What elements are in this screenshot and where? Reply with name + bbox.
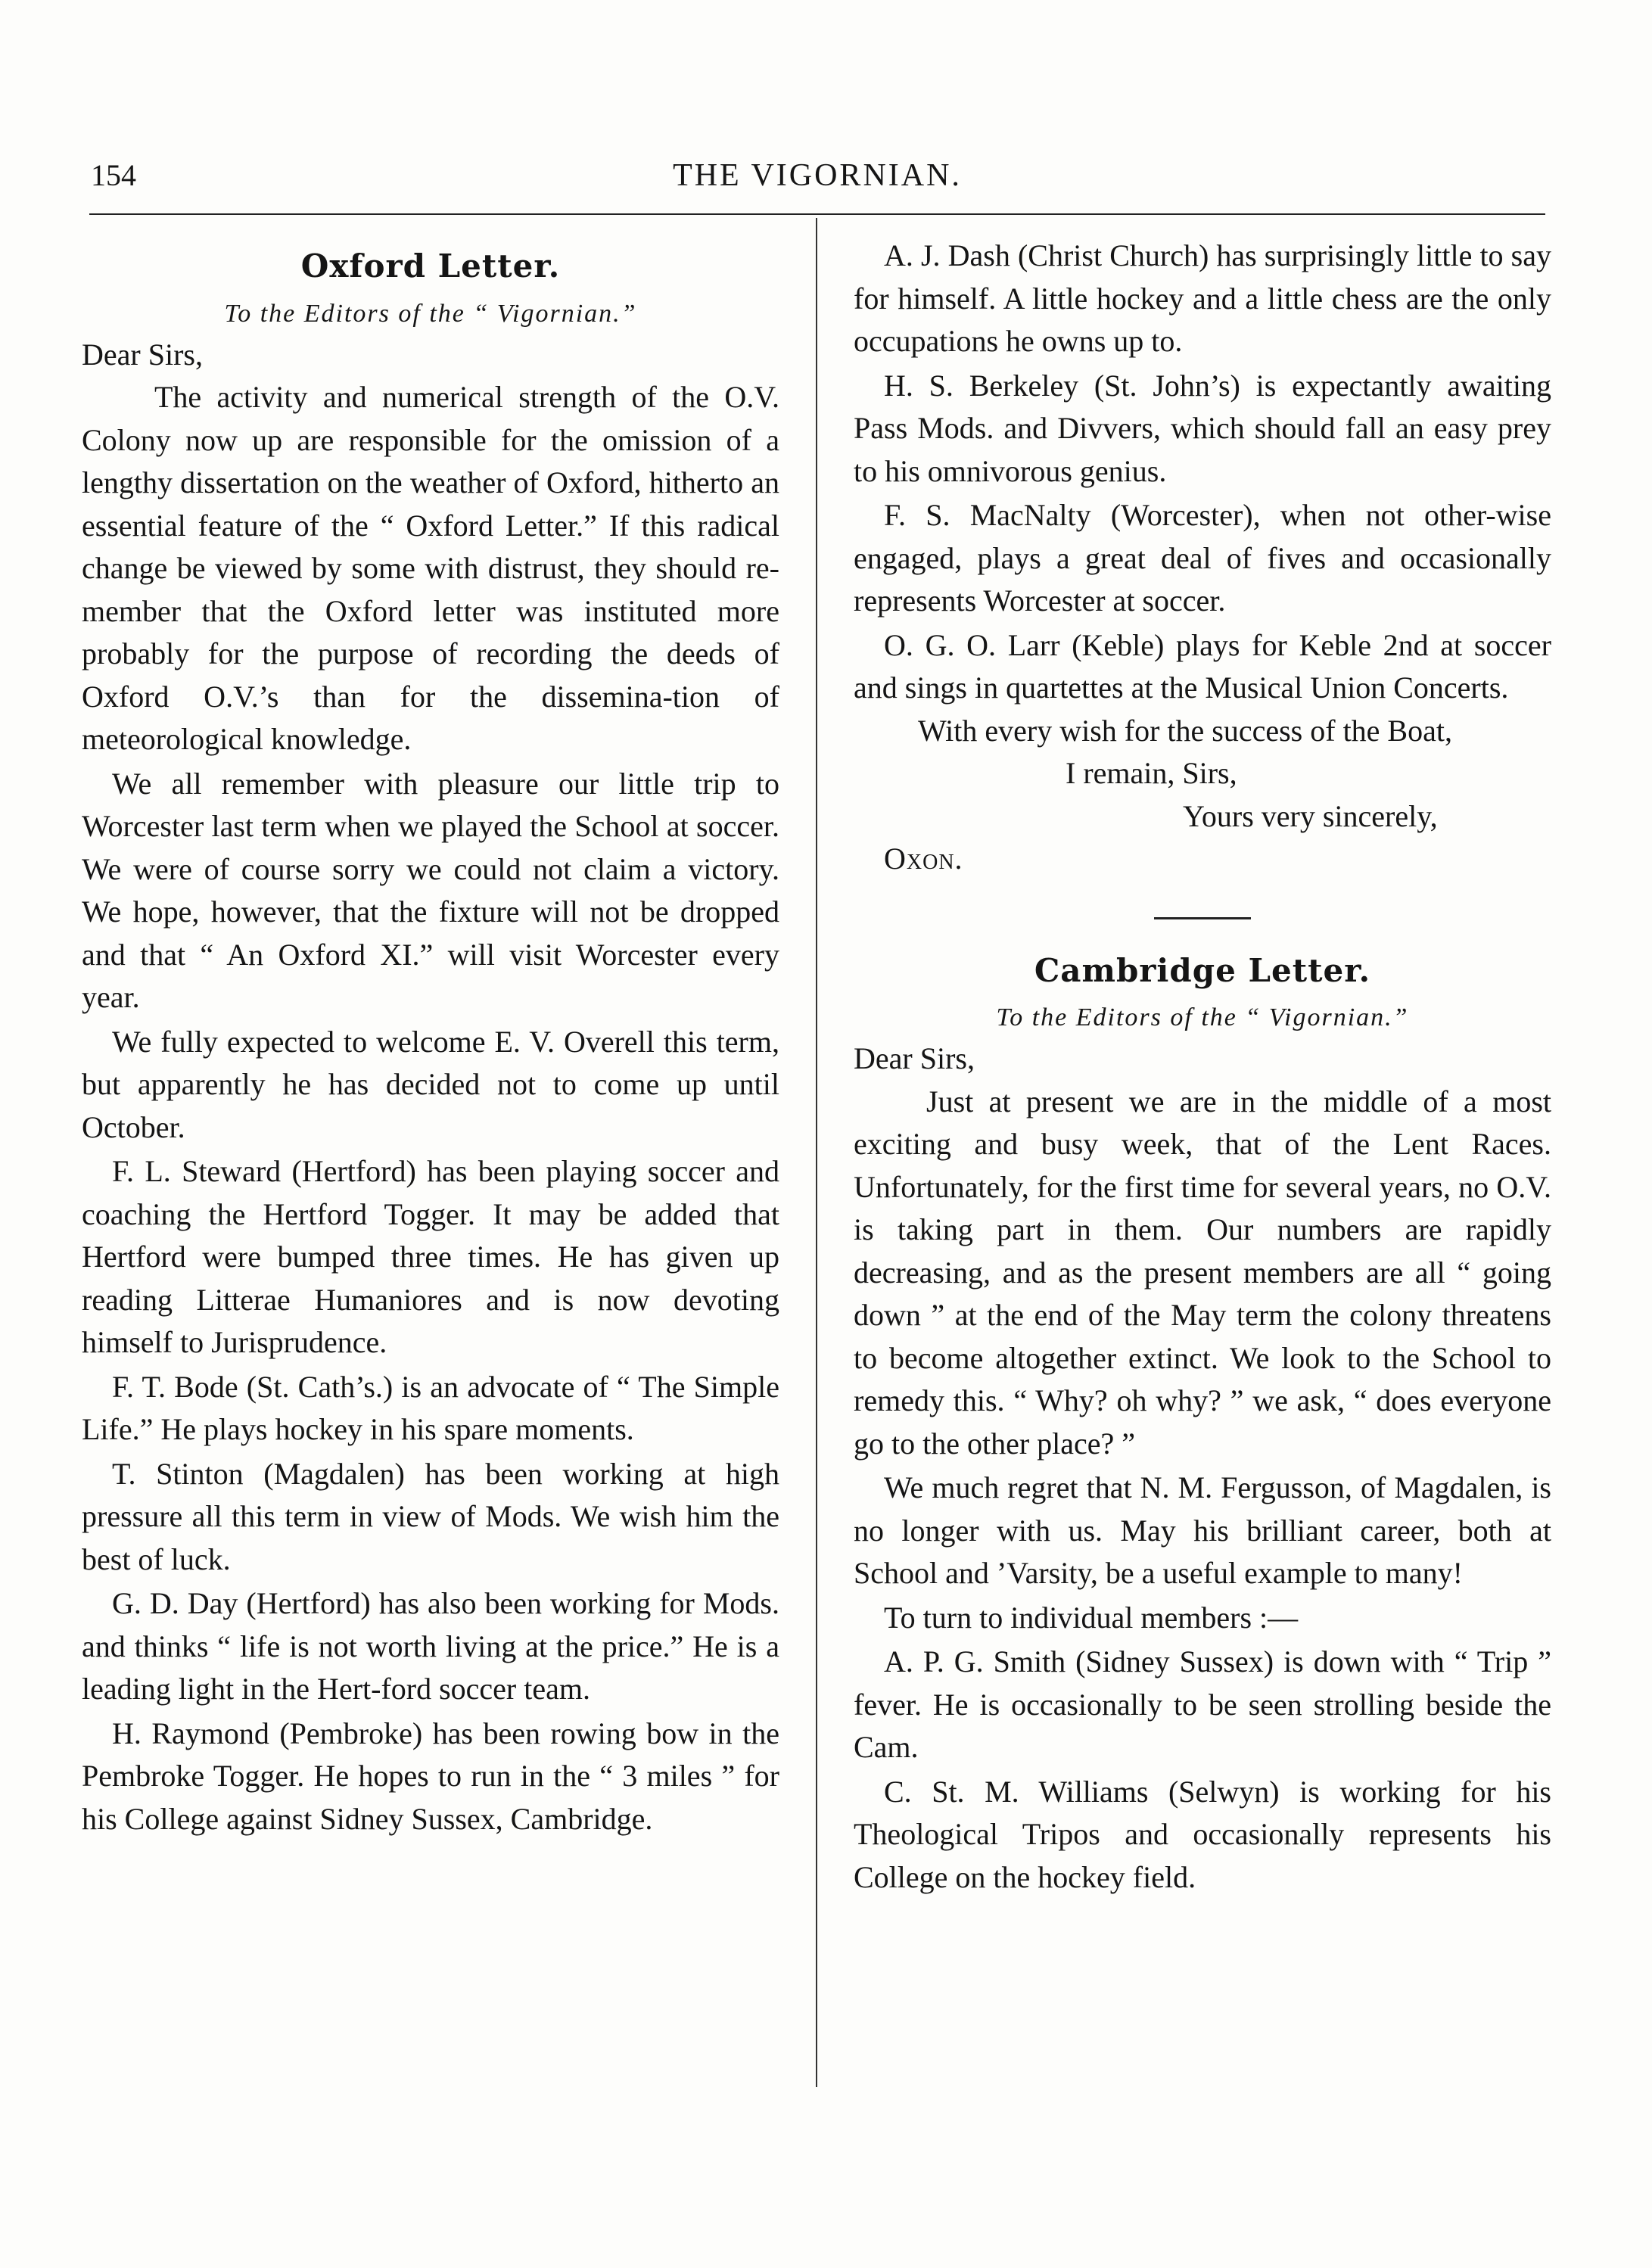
left-column — [82, 235, 779, 1840]
header-rule — [89, 213, 1545, 215]
oxford-paragraph: F. T. Bode (St. Cath’s.) is an advocate of “ The Simple Life.” He plays hockey in his spare moments. — [82, 1369, 779, 1446]
oxford-closing-remain: I remain, Sirs, — [1066, 756, 1237, 790]
cambridge-paragraph: C. St. M. Williams (Selwyn) is working for his Theological Tripos and occasionally represents his College on the hockey field. — [854, 1774, 1551, 1894]
oxford-dear-sirs: Dear Sirs, — [82, 337, 203, 372]
oxford-paragraph: We all remember with pleasure our little trip to Worcester last term when we played the School at soccer. We were of course sorry we could not claim a victory. We hope, however, that the fixture will not be dropped and that “ An Oxford XI.” will visit Worcester every year. — [82, 766, 779, 1014]
cambridge-paragraph: Just at present we are in the middle of a most exciting and busy week, that of the Lent Races. Unfortunately, for the first time for several years, no O.V. is taking part in them. Our numbers are rapidly decreasing, and as the present members are all “ going down ” at the end of the May term the colony threatens to become altogether extinct. We look to the School to remedy this. “ Why? oh why? ” we ask, “ does everyone go to the other place? ” — [854, 1084, 1551, 1461]
cambridge-paragraph: We much regret that N. M. Fergusson, of Magdalen, is no longer with us. May his brilliant career, both at School and ’Varsity, be a useful example to many! — [854, 1470, 1551, 1590]
right-column — [854, 235, 1551, 1899]
cambridge-letter-heading: Cambridge Letter. — [1034, 951, 1371, 989]
oxford-to-editors: To the Editors of the “ Vigornian.” — [224, 299, 637, 328]
oxford-signature: Oxon. — [884, 842, 963, 876]
oxford-paragraph: F. L. Steward (Hertford) has been playing soccer and coaching the Hertford Togger. It may be added that Hertford were bumped three times. He has given up reading Litterae Humaniores and is now devoting himself to Jurisprudence. — [82, 1154, 779, 1359]
section-separator — [1154, 917, 1251, 919]
oxford-closing-yours: Yours very sincerely, — [1183, 798, 1438, 833]
oxford-paragraph: H. Raymond (Pembroke) has been rowing bow in the Pembroke Togger. He hopes to run in the “ 3 miles ” for his College against Sidney Sussex, Cambridge. — [82, 1716, 779, 1836]
page-number: 154 — [91, 158, 136, 192]
cambridge-paragraph: To turn to individual members :— — [884, 1600, 1299, 1635]
cambridge-paragraph: A. P. G. Smith (Sidney Sussex) is down with “ Trip ” fever. He is occasionally to be seen strolling beside the Cam. — [854, 1644, 1551, 1764]
oxford-paragraph: T. Stinton (Magdalen) has been working at high pressure all this term in view of Mods. We wish him the best of luck. — [82, 1456, 779, 1576]
oxford-paragraph: A. J. Dash (Christ Church) has surprisingly little to say for himself. A little hockey and a little chess are the only occupations he owns up to. — [854, 238, 1551, 358]
oxford-closing-wish: With every wish for the success of the Boat, — [918, 713, 1452, 748]
oxford-paragraph: The activity and numerical strength of the O.V. Colony now up are responsible for the omission of a lengthy dissertation on the weather of Oxford, hitherto an essential feature of the “ Oxford Letter.” If this radical change be viewed by some with distrust, they should re-member that the Oxford letter was instituted more probably for the purpose of recording the deeds of Oxford O.V.’s than for the dissemina-tion of meteorological knowledge. — [82, 380, 779, 756]
oxford-letter-heading: Oxford Letter. — [300, 247, 561, 285]
oxford-paragraph: F. S. MacNalty (Worcester), when not other-wise engaged, plays a great deal of fives and occasionally represents Worcester at soccer. — [854, 498, 1551, 618]
page-header — [91, 157, 1544, 203]
column-divider — [816, 218, 817, 2087]
running-title: THE VIGORNIAN. — [673, 158, 962, 193]
oxford-paragraph: H. S. Berkeley (St. John’s) is expectantly awaiting Pass Mods. and Divvers, which should fall an easy prey to his omnivorous genius. — [854, 368, 1551, 488]
oxford-paragraph: We fully expected to welcome E. V. Overell this term, but apparently he has decided not to come up until October. — [82, 1024, 779, 1144]
cambridge-to-editors: To the Editors of the “ Vigornian.” — [996, 1003, 1409, 1031]
oxford-paragraph: O. G. O. Larr (Keble) plays for Keble 2nd at soccer and sings in quartettes at the Musical Union Concerts. — [854, 627, 1551, 705]
cambridge-dear-sirs: Dear Sirs, — [854, 1041, 975, 1075]
oxford-paragraph: G. D. Day (Hertford) has also been working for Mods. and thinks “ life is not worth living at the price.” He is a leading light in the Hert-ford soccer team. — [82, 1586, 779, 1706]
